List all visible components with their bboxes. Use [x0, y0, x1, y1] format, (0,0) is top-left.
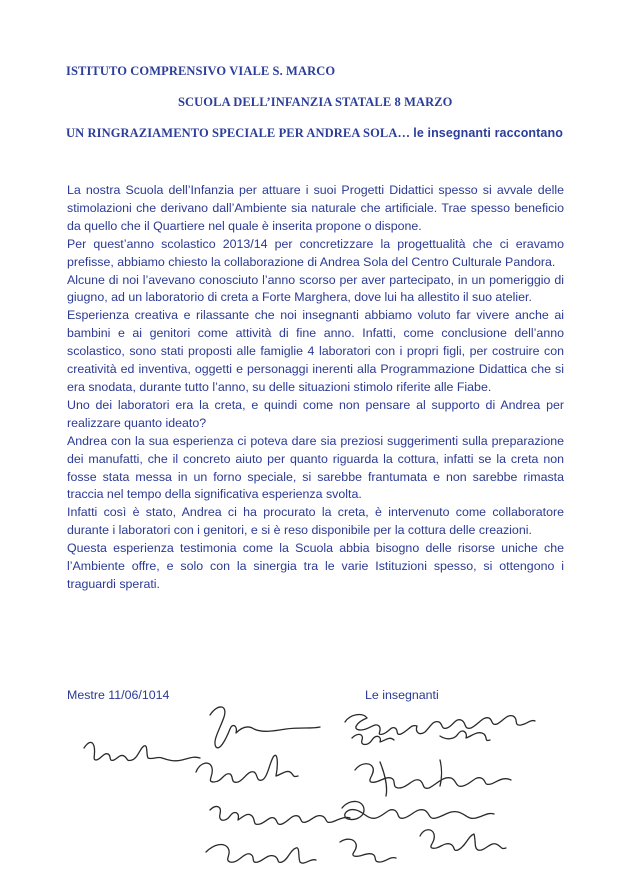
paragraph: La nostra Scuola dell’Infanzia per attuare i suoi Progetti Didattici spesso si avvale delle stimolazioni che derivano dall’Ambiente sia naturale che artificiale. Trae spesso beneficio da quello che il Quartiere nel quale è inserita propone o dispone.	[67, 183, 564, 233]
paragraph: Per quest’anno scolastico 2013/14 per concretizzare la progettualità che ci eravamo prefisse, abbiamo chiesto la collaborazione di Andrea Sola del Centro Culturale Pandora.	[67, 236, 564, 269]
title-tail: le insegnanti raccontano	[413, 126, 563, 140]
paragraph: Infatti così è stato, Andrea ci ha procurato la creta, è intervenuto come collaboratore durante i laboratori con i genitori, e si è reso disponibile per la cottura delle creazioni.	[67, 505, 564, 538]
place-date: Mestre 11/06/1014	[67, 688, 170, 702]
document-title	[66, 126, 563, 141]
paragraph: Alcune di noi l’avevano conosciuto l’anno scorso per aver partecipato, in un pomeriggio di giugno, ad un laboratorio di creta a Forte Marghera, dove lui ha allestito il suo atelier.	[67, 272, 564, 305]
signed-by: Le insegnanti	[365, 688, 439, 702]
signature	[206, 830, 506, 863]
signature	[210, 801, 494, 824]
handwritten-signatures	[0, 700, 621, 870]
paragraph: Esperienza creativa e rilassante che noi insegnanti abbiamo voluto far vivere anche ai bambini e ai genitori come attività di fine anno. Infatti, come conclusione dell’anno scolastico, sono stati proposti alle famiglie 4 laboratori con i propri figli, per costruire con creatività ed inventiva, oggetti e personaggi inerenti alla Programmazione Didattica che si era snodata, durante tutto l’anno, su delle situazioni stimolo riferite alle Fiabe.	[67, 308, 564, 394]
school-heading: SCUOLA DELL’INFANZIA STATALE 8 MARZO	[178, 95, 453, 109]
signature	[355, 760, 511, 796]
paragraph: Uno dei laboratori era la creta, e quindi come non pensare al supporto di Andrea per realizzare quanto ideato?	[67, 397, 564, 430]
title-main: UN RINGRAZIAMENTO SPECIALE PER ANDREA SOLA…	[66, 126, 411, 140]
signature	[196, 707, 320, 782]
paragraph: Questa esperienza testimonia come la Scuola abbia bisogno delle risorse uniche che l’Ambiente offre, e solo con la sinergia tra le varie Istituzioni spesso, si ottengono i traguardi sperati.	[67, 541, 564, 591]
paragraph: Andrea con la sua esperienza ci poteva dare sia preziosi suggerimenti sulla preparazione dei manufatti, che il concreto aiuto per quanto riguarda la cottura, infatti se la creta non fosse stata messa in un forno speciale, si sarebbe frantumata e non sarebbe rimasta traccia nel tempo della significativa esperienza svolta.	[67, 433, 564, 502]
institute-heading: ISTITUTO COMPRENSIVO VIALE S. MARCO	[66, 64, 336, 78]
signature	[84, 742, 200, 760]
letter-body	[67, 182, 564, 594]
signature	[345, 715, 535, 745]
